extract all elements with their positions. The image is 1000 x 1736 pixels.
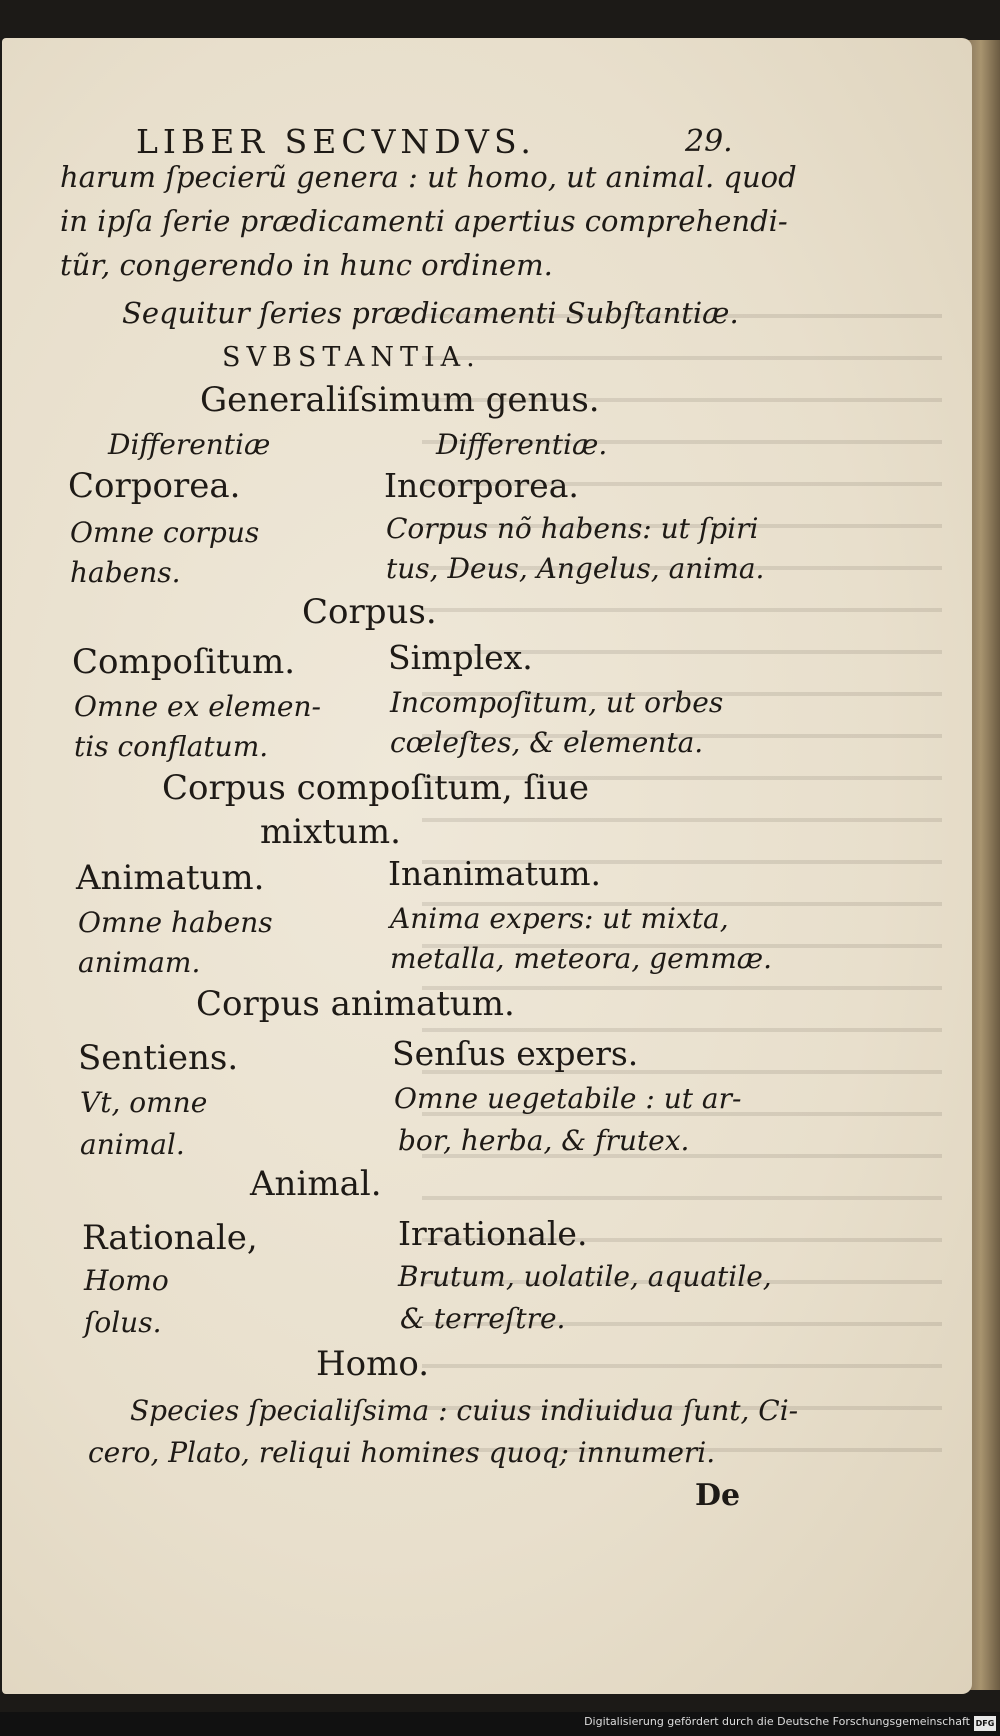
book-page xyxy=(2,38,972,1694)
dfg-logo: DFG xyxy=(974,1716,996,1731)
left-desc-4b: animal. xyxy=(80,1128,185,1161)
left-term-1: Corporea. xyxy=(68,466,241,506)
left-desc-1a: Omne corpus xyxy=(70,516,260,549)
right-desc-4a: Omne uegetabile : ut ar- xyxy=(394,1082,742,1115)
right-desc-2b: cœleſtes, & elementa. xyxy=(390,726,704,759)
left-desc-5b: ſolus. xyxy=(84,1306,162,1339)
running-header: LIBER SECVNDVS. xyxy=(136,122,536,161)
left-term-2: Compoſitum. xyxy=(72,642,296,682)
right-desc-4b: bor, herba, & frutex. xyxy=(398,1124,690,1157)
left-desc-3b: animam. xyxy=(78,946,201,979)
left-desc-5a: Homo xyxy=(84,1264,169,1297)
page-edge xyxy=(968,40,1000,1690)
left-desc-1b: habens. xyxy=(70,556,181,589)
right-desc-2a: Incompoſitum, ut orbes xyxy=(390,686,724,719)
left-desc-3a: Omne habens xyxy=(78,906,273,939)
left-desc-2b: tis conflatum. xyxy=(74,730,269,763)
right-desc-1a: Corpus nõ habens: ut ſpiri xyxy=(386,512,759,545)
differentia-right: Differentiæ. xyxy=(436,428,608,461)
right-term-2: Simplex. xyxy=(388,638,533,677)
right-desc-1b: tus, Deus, Angelus, anima. xyxy=(386,552,765,585)
right-term-3: Inanimatum. xyxy=(388,854,602,893)
left-desc-4a: Vt, omne xyxy=(80,1086,208,1119)
intro-line-3: tũr, congerendo in hunc ordinem. xyxy=(60,248,553,282)
footer-bar xyxy=(0,1712,1000,1736)
node-2b: mixtum. xyxy=(260,812,401,852)
node-3: Corpus animatum. xyxy=(196,984,515,1024)
category-heading: SVBSTANTIA. xyxy=(222,342,481,373)
node-4: Animal. xyxy=(250,1164,382,1204)
right-term-1: Incorporea. xyxy=(384,466,579,505)
right-term-4: Senſus expers. xyxy=(392,1034,639,1073)
right-term-5: Irrationale. xyxy=(398,1214,588,1253)
left-term-5: Rationale, xyxy=(82,1218,258,1258)
node-5: Homo. xyxy=(316,1344,430,1384)
left-desc-2a: Omne ex elemen- xyxy=(74,690,321,723)
species-line-1: Species ſpecialiſsima : cuius indiuidua ſunt, Ci- xyxy=(130,1394,799,1427)
footer-credit: Digitalisierung gefördert durch die Deutsche Forschungsgemeinschaft xyxy=(584,1715,970,1728)
differentia-left: Differentiæ xyxy=(108,428,271,461)
left-term-4: Sentiens. xyxy=(78,1038,239,1078)
genus-heading: Generaliſsimum genus. xyxy=(200,380,600,420)
species-line-2: cero, Plato, reliqui homines quoq; innumeri. xyxy=(88,1436,716,1469)
left-term-3: Animatum. xyxy=(76,858,265,898)
page-number: 29. xyxy=(685,124,733,159)
intro-line-2: in ipſa ſerie prædicamenti apertius comprehendi- xyxy=(60,204,788,238)
right-desc-3b: metalla, meteora, gemmæ. xyxy=(390,942,772,975)
intro-line-1: harum ſpecierũ genera : ut homo, ut animal. quod xyxy=(60,160,797,194)
right-desc-5b: & terreſtre. xyxy=(400,1302,566,1335)
right-desc-3a: Anima expers: ut mixta, xyxy=(390,902,729,935)
catchword: De xyxy=(695,1478,741,1513)
node-2: Corpus compoſitum, ſiue xyxy=(162,768,589,808)
series-caption: Sequitur ſeries prædicamenti Subſtantiæ. xyxy=(122,296,739,330)
node-1: Corpus. xyxy=(302,592,437,632)
right-desc-5a: Brutum, uolatile, aquatile, xyxy=(398,1260,772,1293)
